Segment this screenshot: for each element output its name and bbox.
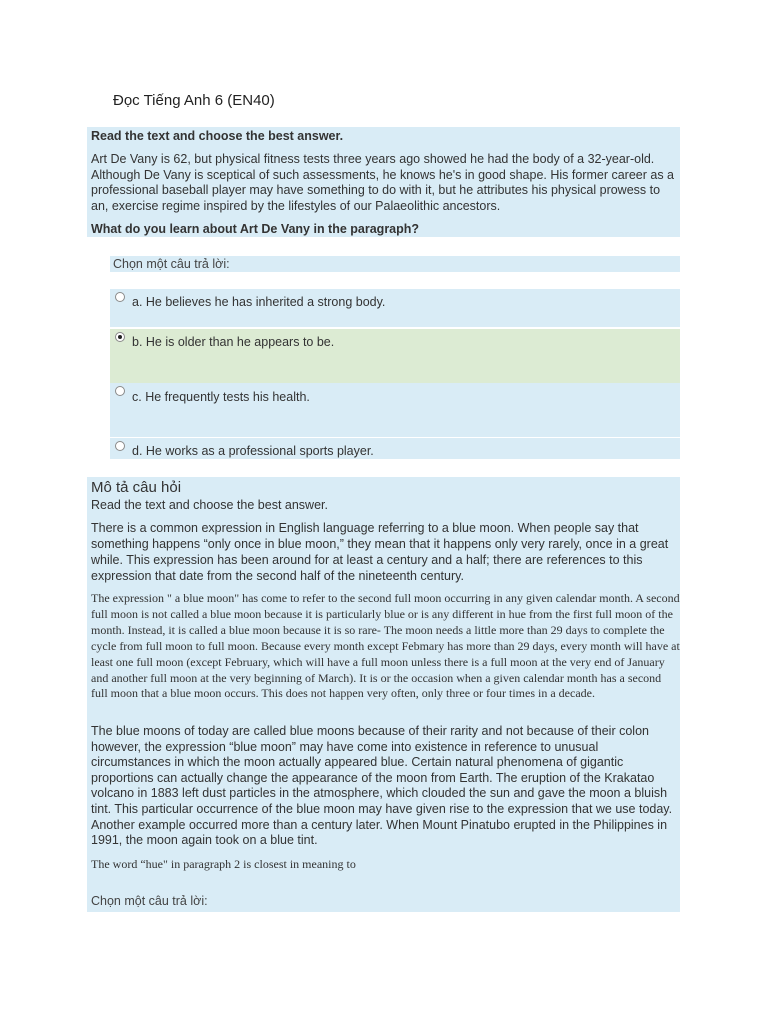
question1-question: What do you learn about Art De Vany in the paragraph?: [91, 222, 420, 236]
answer-option-a[interactable]: [110, 289, 680, 327]
radio-button-d[interactable]: [115, 441, 125, 451]
question1-passage: Art De Vany is 62, but physical fitness tests three years ago showed he had the body of a 32-year-old. Although De Vany is sceptical of such assessments, he knows he's in good shape. His former career as a professional baseball player may have something to do with it, but he attributes his physical prowess to an, exercise regime inspired by the lifestyles of our Palaeolithic ancestors.: [91, 152, 675, 213]
page-title: Đọc Tiếng Anh 6 (EN40): [113, 92, 275, 109]
question-description-title: Mô tả câu hỏi: [91, 479, 182, 496]
answer-option-label: b. He is older than he appears to be.: [132, 335, 335, 349]
answer-option-d[interactable]: [110, 438, 680, 459]
question2-question: The word “hue" in paragraph 2 is closest in meaning to: [91, 857, 356, 871]
answer-prompt-label: Chọn một câu trả lời:: [91, 894, 208, 908]
question2-paragraph-2: The expression " a blue moon" has come to refer to the second full moon occurring in any given calendar month. A second full moon is not called a blue moon because it is particularly blue or is any different in hue from the first full moon of the month. Instead, it is called a blue moon because it is so rare- The moon needs a little more than 29 days to complete the cycle from full moon to full moon. Because every month except Febmary has more than 29 days, every month will have at least one full moon (except February, which will have a full moon unless there is a full moon at the very end of January and another full moon at the very beginning of March). It is or the occasion when a given calendar month has a second full moon that a blue moon occurs. This does not happen very often, only three or four times in a decade.: [91, 591, 680, 701]
answer-option-label: d. He works as a professional sports player.: [132, 444, 374, 458]
radio-button-a[interactable]: [115, 292, 125, 302]
answer-option-c[interactable]: [110, 383, 680, 437]
answer-option-b[interactable]: [110, 329, 680, 383]
question2-instruction: Read the text and choose the best answer.: [91, 498, 328, 512]
answer-option-label: a. He believes he has inherited a strong body.: [132, 295, 386, 309]
question2-paragraph-3: The blue moons of today are called blue moons because of their rarity and not because of their colon however, the expression “blue moon” may have come into existence in reference to unusual circumstances in which the moon actually appeared blue. Certain natural phenomena of gigantic proportions can actually change the appearance of the moon from Earth. The eruption of the Krakatao volcano in 1883 left dust particles in the atmosphere, which clouded the sun and gave the moon a bluish tint. This particular occurrence of the blue moon may have given rise to the expression that we use today. Another example occurred more than a century later. When Mount Pinatubo erupted in the Philippines in 1991, the moon again took on a blue tint.: [91, 724, 673, 848]
radio-button-c[interactable]: [115, 386, 125, 396]
question1-instruction: Read the text and choose the best answer.: [91, 129, 344, 143]
answer-option-label: c. He frequently tests his health.: [132, 390, 310, 404]
radio-button-b[interactable]: [115, 332, 125, 342]
answer-prompt-label: Chọn một câu trả lời:: [113, 257, 230, 271]
question2-paragraph-1: There is a common expression in English language referring to a blue moon. When people say that something happens “only once in blue moon,” they mean that it happens only very rarely, once in a great while. This expression has been around for at least a century and a half; there are references to this expression that date from the second half of the nineteenth century.: [91, 521, 669, 583]
